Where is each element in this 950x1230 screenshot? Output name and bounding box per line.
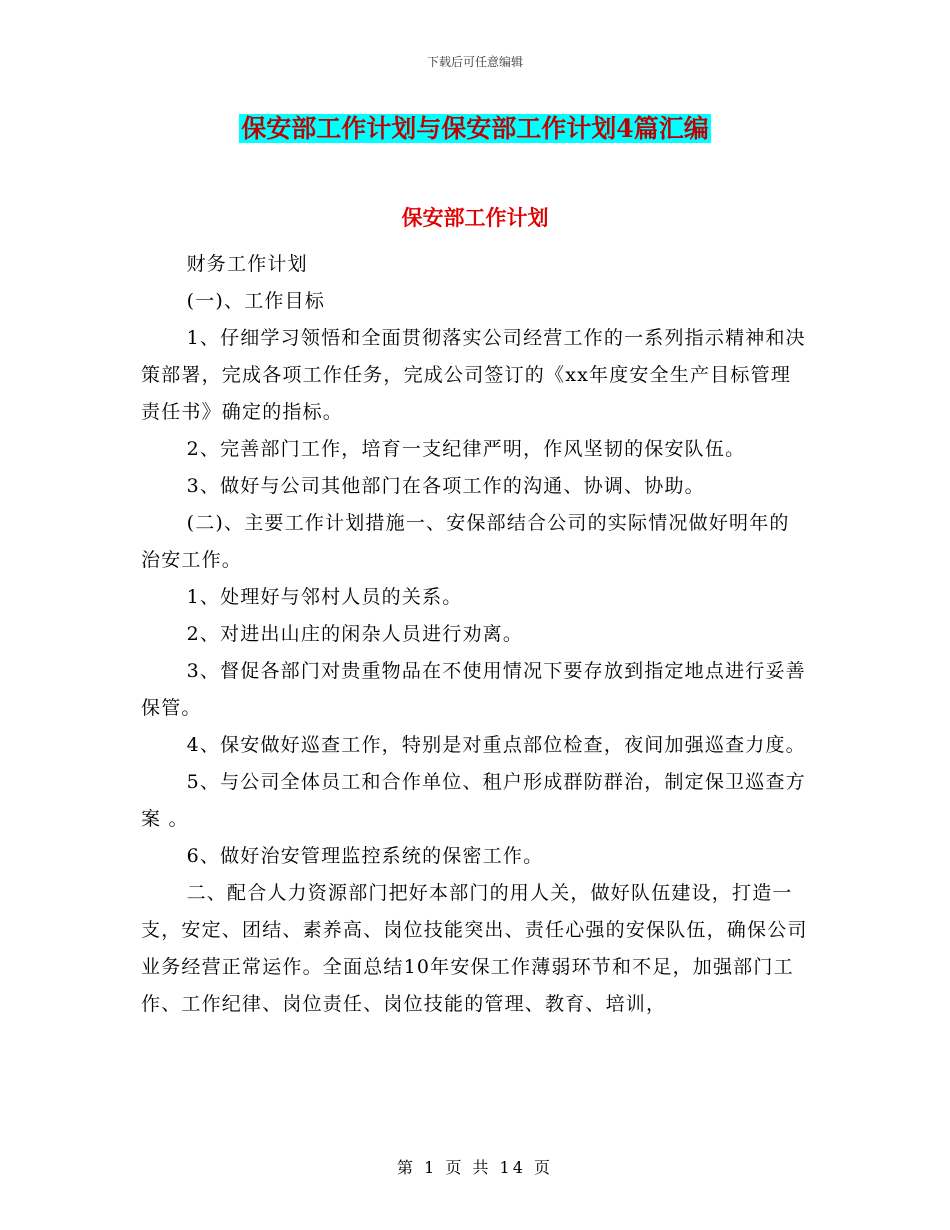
paragraph: 5、与公司全体员工和合作单位、租户形成群防群治，制定保卫巡查方案 。 <box>141 771 806 830</box>
document-title <box>0 112 950 146</box>
paragraph: 财务工作计划 <box>186 253 308 275</box>
paragraph: 二、配合人力资源部门把好本部门的用人关，做好队伍建设，打造一支，安定、团结、素养高、岗位技能突出、责任心强的安保队伍，确保公司业务经营正常运作。全面总结10年安保工作薄弱环节和不足，加强部门工作、工作纪律、岗位责任、岗位技能的管理、教育、培训， <box>141 882 808 1015</box>
paragraph: 3、做好与公司其他部门在各项工作的沟通、协调、协助。 <box>186 475 705 497</box>
paragraph: 2、对进出山庄的闲杂人员进行劝离。 <box>186 623 524 645</box>
section-title: 保安部工作计划 <box>401 205 549 230</box>
paragraph: 4、保安做好巡查工作，特别是对重点部位检查，夜间加强巡查力度。 <box>186 734 806 756</box>
paragraph: (一)、工作目标 <box>186 290 326 312</box>
paragraph: 1、处理好与邻村人员的关系。 <box>186 586 463 608</box>
page-footer: 第 1 页 共 14 页 <box>397 1158 553 1177</box>
paragraph: 3、督促各部门对贵重物品在不使用情况下要存放到指定地点进行妥善保管。 <box>141 660 806 719</box>
paragraph: 2、完善部门工作，培育一支纪律严明，作风坚韧的保安队伍。 <box>186 438 746 460</box>
document-title-text: 保安部工作计划与保安部工作计划4篇汇编 <box>241 114 709 143</box>
paragraph: (二)、主要工作计划措施一、安保部结合公司的实际情况做好明年的治安工作。 <box>141 512 790 571</box>
page-header: 下载后可任意编辑 <box>426 55 523 69</box>
document-body <box>141 246 809 1023</box>
paragraph: 6、做好治安管理监控系统的保密工作。 <box>186 845 544 867</box>
paragraph: 1、仔细学习领悟和全面贯彻落实公司经营工作的一系列指示精神和决策部署，完成各项工作任务，完成公司签订的《xx年度安全生产目标管理责任书》确定的指标。 <box>141 327 806 423</box>
